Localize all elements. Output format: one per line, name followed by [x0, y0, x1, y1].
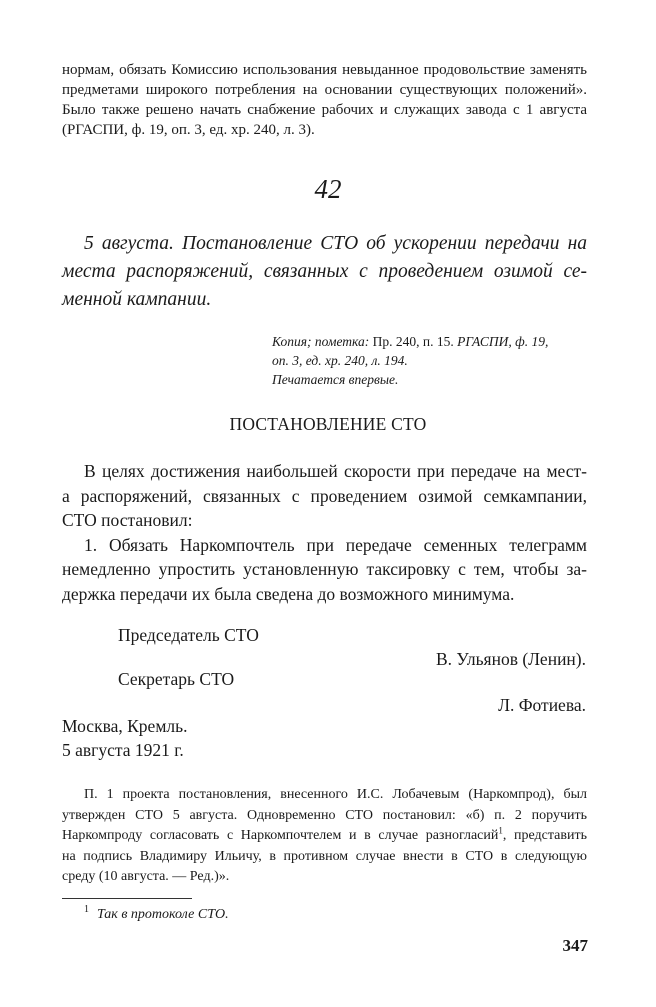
commentary-line: среду (10 августа. — Ред.)». — [62, 869, 230, 884]
continuation-paragraph — [62, 60, 587, 140]
chair-label: Председатель СТО — [118, 625, 259, 645]
document-number: 42 — [314, 174, 342, 204]
paragraph-line: нормам, обязать Комиссию использования невыданное продовольствие заменять — [62, 62, 587, 78]
heading-line: менной кампании. — [62, 289, 212, 310]
archive-source: РГАСПИ, ф. 19, — [457, 334, 549, 349]
body-line: 1. Обязать Наркомпочтель при передаче семенных телеграмм — [84, 534, 587, 555]
archive-source-line: оп. 3, ед. хр. 240, л. 194. — [272, 353, 408, 368]
body-line: СТО постановил: — [62, 510, 193, 530]
paragraph-line: Было также решено начать снабжение рабочих и служащих завода с 1 августа — [62, 102, 587, 118]
footnote — [84, 905, 484, 925]
document-heading — [62, 230, 587, 314]
resolution-title: ПОСТАНОВЛЕНИЕ СТО — [229, 414, 427, 434]
resolution-body — [62, 459, 587, 606]
editorial-commentary — [62, 785, 587, 888]
protocol-mark: Пр. 240, п. 15. — [372, 334, 454, 349]
heading-line: 5 августа. Постановление СТО об ускорении передачи на — [84, 233, 587, 254]
page-number: 347 — [562, 936, 588, 955]
date: 5 августа 1921 г. — [62, 740, 184, 760]
heading-line: места распоряжений, связанных с проведением озимой се- — [62, 261, 587, 282]
secretary-label: Секретарь СТО — [118, 669, 235, 689]
body-line: В целях достижения наибольшей скорости при передаче на мест- — [84, 461, 587, 481]
body-line: а распоряжений, связанных с проведением озимой семкампании, — [62, 485, 587, 506]
commentary-line: П. 1 проекта постановления, внесенного И.С. Лобачевым (Наркомпрод), был — [84, 787, 587, 802]
body-line: держка передачи их была сведена до возможного минимума. — [62, 583, 515, 604]
archive-note — [272, 332, 590, 389]
commentary-line: утвержден СТО 5 августа. Одновременно СТО постановил: «б) п. 2 поручить — [62, 807, 587, 823]
copy-label: Копия; пометка: — [272, 334, 370, 349]
commentary-line: Наркомпроду согласовать с Наркомпочтелем и в случае разногласий$^1$, представить — [62, 825, 587, 843]
commentary-line: на подпись Владимиру Ильичу, в противном случае внести в СТО в следующую — [62, 848, 587, 864]
paragraph-line: (РГАСПИ, ф. 19, оп. 3, ед. хр. 240, л. 3). — [62, 122, 315, 138]
footnote-text: Так в протоколе СТО. — [97, 907, 229, 922]
publication-note: Печатается впервые. — [272, 372, 399, 387]
secretary-signature: Л. Фотиева. — [498, 695, 586, 715]
footnote-reference: 1 — [498, 825, 503, 836]
paragraph-line: предметами широкого потребления на основании существующих положений». — [62, 82, 587, 98]
footnote-mark: 1 — [84, 904, 89, 916]
body-line: немедленно упростить установленную таксировку с тем, чтобы за- — [62, 559, 587, 579]
archive-note-line — [272, 332, 590, 351]
place: Москва, Кремль. — [62, 716, 188, 736]
footnote-rule — [62, 898, 192, 899]
chair-signature: В. Ульянов (Ленин). — [436, 649, 586, 669]
